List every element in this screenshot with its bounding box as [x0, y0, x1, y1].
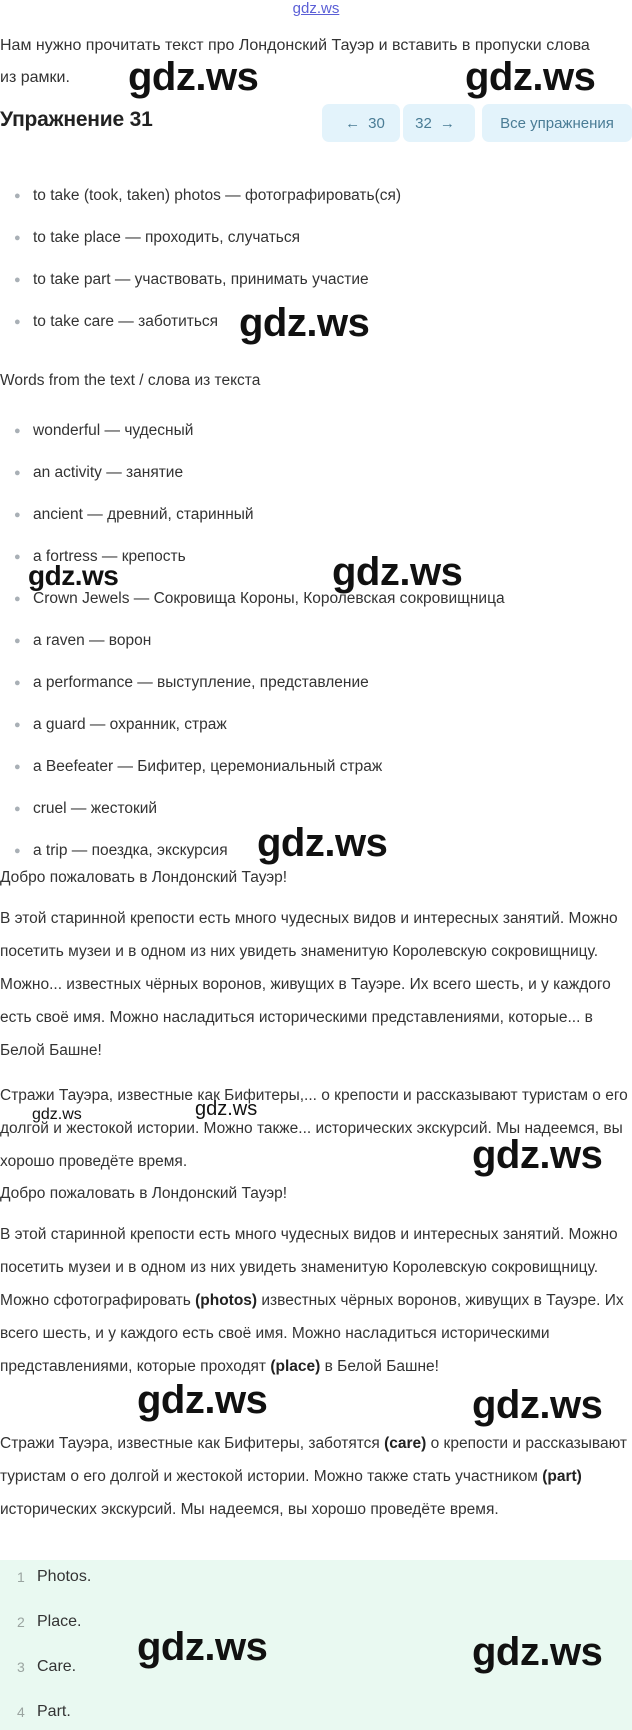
- watermark: gdz.ws: [128, 55, 259, 99]
- word-item: ● a raven — ворон: [14, 632, 152, 649]
- word-item: ● Crown Jewels — Сокровища Короны, Королевская сокровищница: [14, 590, 505, 607]
- phrase-item: ● to take (took, taken) photos — фотографировать(ся): [14, 187, 402, 204]
- words-heading: Words from the text / слова из текста: [0, 372, 261, 389]
- site-top-link[interactable]: gdz.ws: [292, 0, 340, 17]
- word-item: ● wonderful — чудесный: [14, 422, 194, 439]
- phrase-item: ● to take part — участвовать, принимать участие: [14, 271, 369, 288]
- bullet-dot-icon: ●: [14, 719, 21, 731]
- answer-highlight: (place): [270, 1358, 321, 1375]
- bullet-dot-icon: ●: [14, 635, 21, 647]
- bullet-dot-icon: ●: [14, 551, 21, 563]
- word-item: ● a performance — выступление, представление: [14, 674, 369, 691]
- watermark: gdz.ws: [28, 560, 119, 591]
- text-gaps-paragraph-2: Стражи Тауэра, известные как Бифитеры,... о крепости и рассказывают туристам о его долгой и жестокой истории. Можно также... исторических экскурсий. Мы надеемся, вы хорошо проведёте время.: [0, 1087, 628, 1170]
- exercise-title: Упражнение 31: [0, 108, 153, 131]
- bullet-dot-icon: ●: [14, 274, 21, 286]
- phrase-item: ● to take care — заботиться: [14, 313, 219, 330]
- answer-item: 1 Photos.: [17, 1568, 92, 1585]
- word-item: ● an activity — занятие: [14, 464, 184, 481]
- bullet-dot-icon: ●: [14, 761, 21, 773]
- bullet-dot-icon: ●: [14, 593, 21, 605]
- prev-exercise-button[interactable]: [322, 104, 400, 142]
- watermark: gdz.ws: [257, 821, 388, 865]
- text-gaps-paragraph-1: В этой старинной крепости есть много чудесных видов и интересных занятий. Можно посетить музеи и в одном из них увидеть знаменитую Королевскую сокровищницу. Можно... известных чёрных воронов, живущих в Тауэре. Их всего шесть, и у каждого есть своё имя. Можно насладиться историческими представлениями, которые... в Белой Башне!: [0, 910, 618, 1059]
- bullet-dot-icon: ●: [14, 509, 21, 521]
- prev-exercise-label: 30: [368, 114, 385, 132]
- watermark: gdz.ws: [137, 1625, 268, 1669]
- bullet-dot-icon: ●: [14, 467, 21, 479]
- intro-text: Нам нужно прочитать текст про Лондонский Тауэр и вставить в пропуски слова из рамки.: [0, 37, 590, 86]
- watermark: gdz.ws: [195, 1098, 258, 1120]
- arrow-left-icon: ←: [345, 114, 361, 132]
- watermark: gdz.ws: [239, 301, 370, 345]
- answer-item: 4 Part.: [17, 1703, 71, 1720]
- answer-highlight: (part): [542, 1468, 582, 1485]
- answer-item: 2 Place.: [17, 1613, 82, 1630]
- bullet-dot-icon: ●: [14, 232, 21, 244]
- answer-item: 3 Care.: [17, 1658, 77, 1675]
- text-filled-paragraph-2: Стражи Тауэра, известные как Бифитеры, заботятся (care) о крепости и рассказывают туристам о его долгой и жестокой истории. Можно также стать участником (part) исторических экскурсий. Мы надеемся, вы хорошо проведёте время.: [0, 1435, 627, 1518]
- watermark: gdz.ws: [32, 1106, 82, 1123]
- bullet-dot-icon: ●: [14, 677, 21, 689]
- answer-highlight: (care): [384, 1435, 427, 1452]
- arrow-right-icon: →: [439, 114, 455, 132]
- watermark: gdz.ws: [465, 55, 596, 99]
- bullet-dot-icon: ●: [14, 190, 21, 202]
- bullet-dot-icon: ●: [14, 845, 21, 857]
- watermark: gdz.ws: [472, 1133, 603, 1177]
- all-exercises-button[interactable]: [482, 104, 632, 142]
- watermark: gdz.ws: [332, 550, 463, 594]
- phrase-item: ● to take place — проходить, случаться: [14, 229, 301, 246]
- word-item: ● a fortress — крепость: [14, 548, 186, 565]
- answer-highlight: (photos): [195, 1292, 258, 1309]
- word-item: ● ancient — древний, старинный: [14, 506, 254, 523]
- watermark: gdz.ws: [472, 1383, 603, 1427]
- next-exercise-label: 32: [415, 114, 432, 132]
- bullet-dot-icon: ●: [14, 316, 21, 328]
- word-item: ● a guard — охранник, страж: [14, 716, 227, 733]
- watermark: gdz.ws: [472, 1630, 603, 1674]
- text-gaps-welcome: Добро пожаловать в Лондонский Тауэр!: [0, 869, 288, 886]
- word-item: ● cruel — жестокий: [14, 800, 158, 817]
- bullet-dot-icon: ●: [14, 425, 21, 437]
- bullet-dot-icon: ●: [14, 803, 21, 815]
- next-exercise-button[interactable]: [403, 104, 475, 142]
- word-item: ● a Beefeater — Бифитер, церемониальный страж: [14, 758, 383, 775]
- text-filled-paragraph-1: В этой старинной крепости есть много чудесных видов и интересных занятий. Можно посетить музеи и в одном из них увидеть знаменитую Королевскую сокровищницу. Можно сфотографировать (photos) известных чёрных воронов, живущих в Тауэре. Их всего шесть, и у каждого есть своё имя. Можно насладиться историческими представлениями, которые проходят (place) в Белой Башне!: [0, 1226, 624, 1375]
- word-item: ● a trip — поездка, экскурсия: [14, 842, 228, 859]
- watermark: gdz.ws: [137, 1378, 268, 1422]
- text-filled-welcome: Добро пожаловать в Лондонский Тауэр!: [0, 1185, 288, 1202]
- all-exercises-label: Все упражнения: [500, 114, 614, 132]
